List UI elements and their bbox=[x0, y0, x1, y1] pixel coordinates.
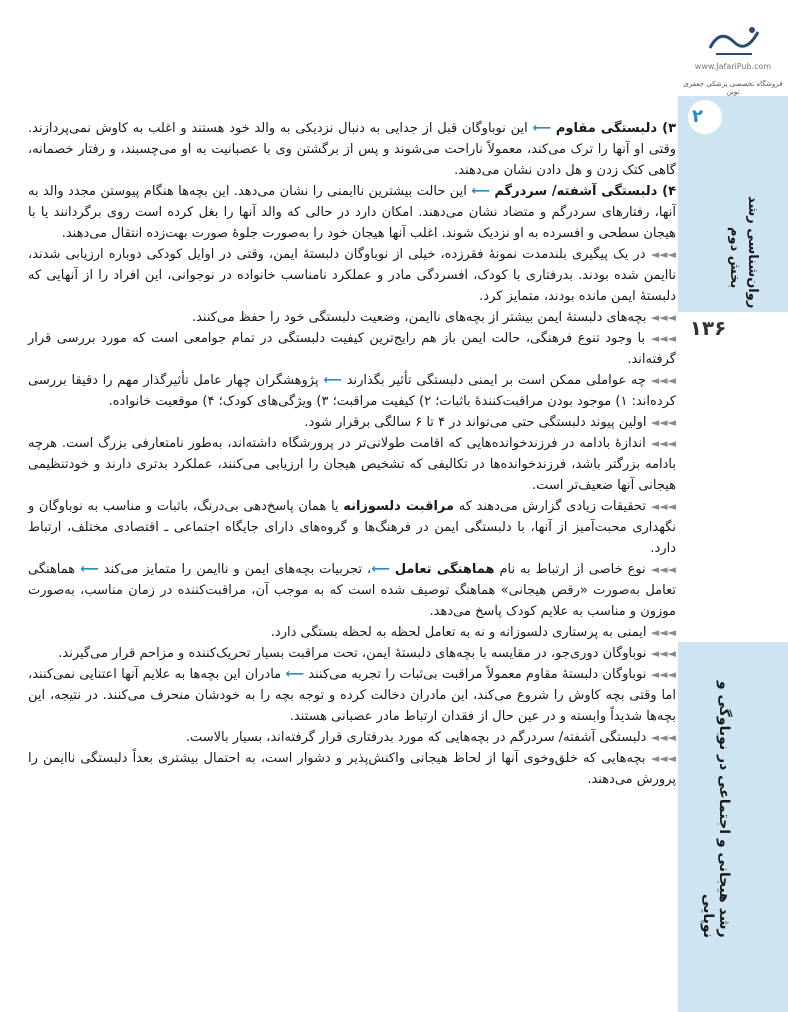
part-label: بخش دوم bbox=[727, 226, 742, 288]
arrow-icon: ⟵ bbox=[323, 373, 342, 388]
publisher-logo-icon bbox=[706, 20, 762, 60]
sidebar-page-area bbox=[678, 312, 788, 642]
page-body bbox=[28, 118, 676, 790]
arrow-icon: ⟵ bbox=[371, 562, 390, 577]
paragraph-text: بچه‌های دلبستهٔ ایمن بیشتر از بچه‌های ناایمن، وضعیت دلبستگی خود را حفظ می‌کنند. bbox=[191, 310, 647, 325]
bullet-icon: ◄◄◄ bbox=[650, 752, 676, 765]
paragraph bbox=[28, 433, 676, 496]
paragraph bbox=[28, 244, 676, 307]
paragraph-text: چه عواملی ممکن است بر ایمنی دلبستگی تأثیر بگذارند bbox=[346, 373, 646, 388]
sidebar-chapter-area bbox=[678, 642, 788, 1012]
paragraph-text: نوباوگان دوری‌جو، در مقایسه با بچه‌های دلبستهٔ ایمن، تحت مراقبت بسیار تحریک‌کننده و مزاحم قرار می‌گیرند. bbox=[58, 646, 647, 661]
paragraph-text: در یک پیگیری بلندمدت نمونهٔ فقرزده، خیلی از نوباوگان دلبستهٔ ایمن، وقتی در اوایل کودکی دوباره ارزیابی شدند، ناایمن شده بودند. بدرفتاری با کودک، افسردگی مادر و عملکرد نامناسب خانواده در نوجوانی، این افراد را از آنهایی که دلبستهٔ ایمن مانده بودند، متمایز کرد. bbox=[28, 247, 676, 304]
paragraph bbox=[28, 622, 676, 643]
paragraph bbox=[28, 559, 676, 622]
paragraph-text: تحقیقات زیادی گزارش می‌دهند که bbox=[454, 499, 646, 514]
part-badge-icon: ٢ bbox=[688, 100, 722, 134]
bullet-icon: ◄◄◄ bbox=[650, 374, 677, 387]
paragraph-text: مراقبت دلسوزانه bbox=[343, 499, 455, 514]
chapter-title: رشد هیجانی و اجتماعی در نوباوگی و نوپایی bbox=[700, 681, 732, 938]
paragraph-text: ۳) دلبستگی مقاوم bbox=[555, 121, 677, 136]
publisher-logo-area bbox=[678, 0, 788, 96]
paragraph bbox=[28, 181, 676, 244]
paragraph-text: ، تجربیات بچه‌های ایمن و ناایمن را متمایز می‌کند bbox=[103, 562, 372, 577]
arrow-icon: ⟵ bbox=[285, 667, 305, 682]
paragraph bbox=[28, 748, 676, 790]
paragraph-text: هماهنگی تعامل به‌صورت «رقص هیجانی» هماهنگ توصیف شده است که به موجب آن، مراقبت‌کننده در زمان مناسب، به‌صورت موزون و مناسب به علایم کودک پاسخ می‌دهد. bbox=[28, 562, 676, 619]
bullet-icon: ◄◄◄ bbox=[650, 668, 676, 681]
paragraph-text: پژوهشگران چهار عامل تأثیرگذار مهم را دقیقا بررسی کرده‌اند: ۱) موجود بودن مراقبت‌کنندهٔ باثبات؛ ۲) کیفیت مراقبت؛ ۳) ویژگی‌های کودک؛ ۴) موقعیت خانواده. bbox=[28, 373, 676, 409]
bullet-icon: ◄◄◄ bbox=[650, 437, 677, 450]
bullet-icon: ◄◄◄ bbox=[650, 647, 676, 660]
paragraph-text: با وجود تنوع فرهنگی، حالت ایمن باز هم رایج‌ترین کیفیت دلبستگی در تمام جوامعی است که مورد بررسی قرار گرفته‌اند. bbox=[28, 331, 676, 367]
bullet-icon: ◄◄◄ bbox=[650, 563, 677, 576]
paragraph bbox=[28, 328, 676, 370]
paragraph-text: بچه‌هایی که خلق‌وخوی آنها از لحاظ هیجانی واکنش‌پذیر و دشوار است، به احتمال بیشتری بعداً دلبستگی ناایمن را پرورش می‌دهند. bbox=[28, 751, 676, 787]
paragraph-text: این حالت بیشترین ناایمنی را نشان می‌دهد. این بچه‌ها هنگام پیوستن مجدد والد به آنها، رفتارهای سردرگم و متضاد نشان می‌دهند. امکان دارد در حالی که والد آنها را بغل کرده است روی برگردانند یا با هیجان سطحی و افسرده به او نزدیک شوند. اغلب آنها هیجان خود را به‌صورت جلوهٔ صورت بهت‌زده انتقال می‌دهند. bbox=[28, 184, 676, 241]
paragraph-text: نوباوگان دلبستهٔ مقاوم معمولاً مراقبت بی‌ثبات را تجربه می‌کنند bbox=[308, 667, 647, 682]
paragraph-text: نوع خاصی از ارتباط به نام bbox=[494, 562, 646, 577]
paragraph bbox=[28, 496, 676, 559]
publisher-caption: فروشگاه تخصصی پزشکی جعفری نوین bbox=[683, 80, 783, 96]
paragraph bbox=[28, 412, 676, 433]
bullet-icon: ◄◄◄ bbox=[650, 416, 676, 429]
paragraph bbox=[28, 643, 676, 664]
paragraph bbox=[28, 727, 676, 748]
paragraph-text: اولین پیوند دلبستگی حتی می‌تواند در ۴ تا ۶ سالگی برقرار شود. bbox=[304, 415, 647, 430]
paragraph bbox=[28, 370, 676, 412]
paragraph bbox=[28, 118, 676, 181]
bullet-icon: ◄◄◄ bbox=[650, 731, 676, 744]
arrow-icon: ⟵ bbox=[532, 121, 552, 136]
bullet-icon: ◄◄◄ bbox=[650, 311, 676, 324]
paragraph-text: اندازهٔ بادامه در فرزندخوانده‌هایی که اقامت طولانی‌تر در پرورشگاه داشته‌اند، به‌طور نامتعارفی بزرگ است. هرچه بادامه بزرگتر باشد، فرزندخوانده‌ها در تکالیفی که تشخیص هیجان را ارزیابی می‌کنند، عملکرد بدتری دارند و خودتنظیمی هیجانی آنها ضعیف‌تر است. bbox=[28, 436, 676, 493]
paragraph-text: دلبستگی آشفته/ سردرگم در بچه‌هایی که مورد بدرفتاری قرار گرفته‌اند، بسیار بالاست. bbox=[185, 730, 647, 745]
publisher-url: www.JafariPub.com bbox=[694, 62, 772, 71]
part-subtitle: روان‌شناسی رشد bbox=[745, 195, 760, 308]
page-number: ۱۳۶ bbox=[689, 316, 727, 340]
bullet-icon: ◄◄◄ bbox=[650, 332, 676, 345]
bullet-icon: ◄◄◄ bbox=[650, 248, 676, 261]
paragraph-text: هماهنگی تعامل bbox=[394, 562, 495, 577]
paragraph-text: این نوباوگان قبل از جدایی به دنبال نزدیکی به والد خود هستند و اغلب به کاوش نمی‌پردازند. وقتی او آنها را ترک می‌کند، معمولاً ناراحت می‌شوند و پس از برگشتن وی با عصبانیت به او می‌چسبند، و رفتار خصمانه، گاهی کتک زدن و هل دادن نشان می‌دهند. bbox=[28, 121, 676, 178]
sidebar bbox=[678, 0, 788, 1012]
bullet-icon: ◄◄◄ bbox=[650, 500, 677, 513]
paragraph bbox=[28, 664, 676, 727]
paragraph-text: مادران این بچه‌ها به علایم آنها اعتنایی نمی‌کنند، اما وقتی بچه کاوش را شروع می‌کند، این مادران دخالت کرده و توجه بچه را به خودشان منحرف می‌کنند. در نتیجه، این بچه‌ها شدیداً وابسته و در عین حال از فقدان ارتباط مادر عصبانی هستند. bbox=[28, 667, 676, 724]
paragraph-text: ۴) دلبستگی آشفته/ سردرگم bbox=[494, 184, 676, 199]
paragraph-text: ایمنی به پرستاری دلسوزانه و نه به تعامل لحظه به لحظه بستگی دارد. bbox=[270, 625, 647, 640]
arrow-icon: ⟵ bbox=[80, 562, 99, 577]
paragraph-text: یا همان پاسخ‌دهی بی‌درنگ، باثبات و مناسب به نوباوگان و نگهداری محبت‌آمیز از آنها، با دلبستگی ایمن در فرهنگ‌ها و گروه‌های دارای جایگاه اجتماعی ـ اقتصادی مختلف، ارتباط دارد. bbox=[28, 499, 676, 556]
bullet-icon: ◄◄◄ bbox=[650, 626, 676, 639]
paragraph bbox=[28, 307, 676, 328]
arrow-icon: ⟵ bbox=[471, 184, 490, 199]
